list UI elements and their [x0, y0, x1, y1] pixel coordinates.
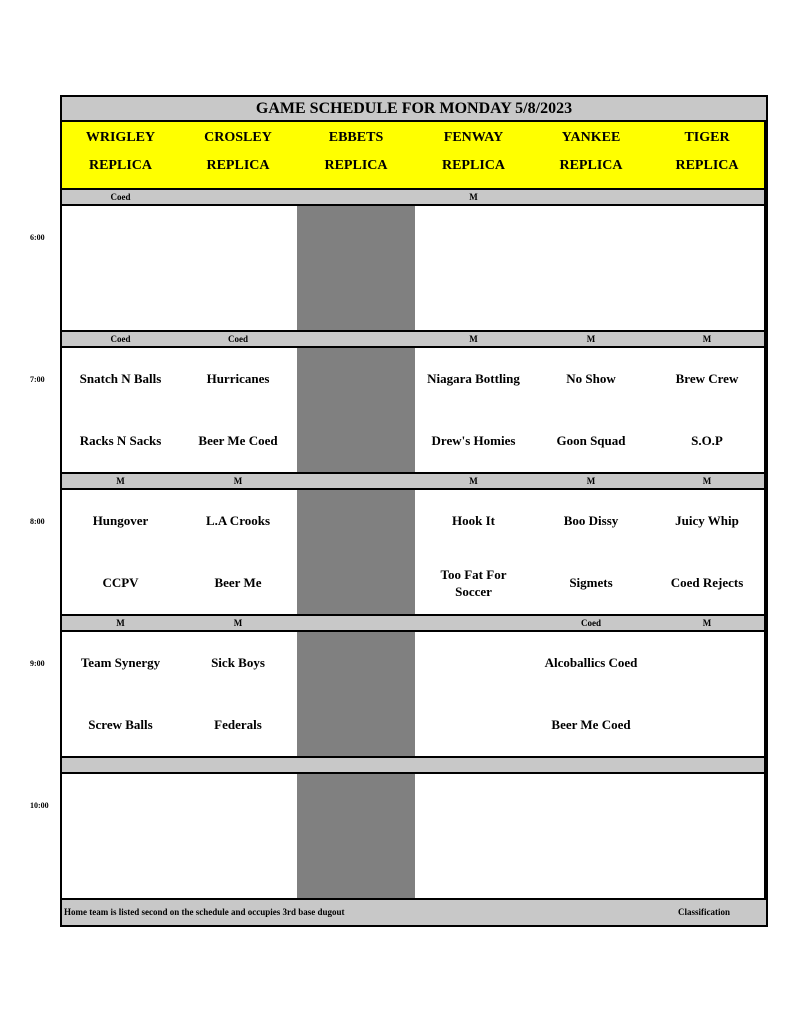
game-cell — [532, 774, 652, 900]
home-team: Beer Me Coed — [198, 433, 278, 448]
away-team: Boo Dissy — [563, 513, 619, 528]
home-team: Too Fat For Soccer — [440, 567, 507, 599]
game-cell — [62, 490, 181, 616]
field-name: FENWAY — [443, 130, 504, 145]
classification-cell: Coed — [179, 332, 299, 348]
home-team: Racks N Sacks — [79, 433, 162, 448]
field-name: CROSLEY — [204, 130, 272, 145]
game-cell — [179, 774, 299, 900]
classification-cell: Coed — [62, 190, 181, 206]
footer-bar — [62, 900, 766, 925]
away-team: Brew Crew — [675, 371, 739, 386]
game-cell — [532, 632, 652, 758]
game-cell — [532, 348, 652, 474]
classification-cell: M — [179, 616, 299, 632]
game-cell — [532, 206, 652, 332]
classification-cell: M — [650, 332, 766, 348]
classification-cell — [297, 474, 417, 490]
classification-cell — [297, 616, 417, 632]
game-cell — [297, 632, 417, 758]
home-team: Coed Rejects — [670, 575, 744, 590]
classification-cell: M — [650, 616, 766, 632]
away-team: Niagara Bottling — [427, 371, 520, 386]
classification-cell — [532, 190, 652, 206]
away-team: Hungover — [92, 513, 149, 528]
classification-cell — [297, 332, 417, 348]
game-cell — [297, 774, 417, 900]
game-cell — [650, 632, 766, 758]
schedule-title: GAME SCHEDULE FOR MONDAY 5/8/2023 — [62, 97, 766, 122]
field-subtitle: REPLICA — [441, 158, 505, 173]
classification-label: Classification — [678, 907, 731, 917]
game-cell — [297, 348, 417, 474]
game-cell — [179, 206, 299, 332]
field-subtitle: REPLICA — [559, 158, 623, 173]
game-cell — [297, 490, 417, 616]
away-team: Hurricanes — [206, 371, 270, 386]
time-label: 8:00 — [30, 517, 45, 526]
game-cell — [415, 632, 534, 758]
game-cell — [650, 206, 766, 332]
away-team: Snatch N Balls — [79, 371, 162, 386]
classification-cell — [650, 758, 766, 774]
footer-note: Home team is listed second on the schedule and occupies 3rd base dugout — [64, 907, 345, 917]
classification-cell — [650, 190, 766, 206]
classification-cell — [415, 616, 534, 632]
classification-cell: M — [415, 190, 534, 206]
game-cell — [532, 490, 652, 616]
away-team: Alcoballics Coed — [544, 655, 638, 670]
home-team: Beer Me — [214, 575, 262, 590]
classification-cell — [62, 758, 181, 774]
away-team: Team Synergy — [80, 655, 161, 670]
field-subtitle: REPLICA — [675, 158, 739, 173]
field-name: YANKEE — [561, 130, 621, 145]
time-label: 9:00 — [30, 659, 45, 668]
field-header-tiger — [650, 122, 766, 190]
field-subtitle: REPLICA — [206, 158, 270, 173]
schedule-sheet — [60, 95, 768, 927]
game-cell — [62, 206, 181, 332]
field-name: TIGER — [684, 130, 730, 145]
home-team: Screw Balls — [88, 717, 153, 732]
field-name: WRIGLEY — [85, 130, 156, 145]
game-cell — [650, 490, 766, 616]
home-team: Sigmets — [569, 575, 613, 590]
field-header-wrigley — [62, 122, 181, 190]
game-cell — [62, 774, 181, 900]
home-team: Goon Squad — [556, 433, 626, 448]
field-header-ebbets — [297, 122, 417, 190]
game-cell — [415, 774, 534, 900]
classification-cell: Coed — [62, 332, 181, 348]
home-team: Federals — [214, 717, 262, 732]
classification-cell — [179, 190, 299, 206]
home-team: Drew's Homies — [431, 433, 516, 448]
classification-cell: M — [62, 474, 181, 490]
classification-cell — [297, 758, 417, 774]
classification-cell — [415, 758, 534, 774]
away-team: Hook It — [452, 513, 495, 528]
away-team: Sick Boys — [211, 655, 265, 670]
classification-cell: Coed — [532, 616, 652, 632]
classification-cell — [179, 758, 299, 774]
classification-cell: M — [179, 474, 299, 490]
game-cell — [650, 348, 766, 474]
classification-cell: M — [532, 332, 652, 348]
game-cell — [415, 348, 534, 474]
home-team: Beer Me Coed — [551, 717, 631, 732]
game-cell — [415, 490, 534, 616]
classification-cell: M — [532, 474, 652, 490]
game-cell — [62, 632, 181, 758]
time-label: 6:00 — [30, 233, 45, 242]
time-label: 10:00 — [30, 801, 49, 810]
classification-cell: M — [415, 332, 534, 348]
field-name: EBBETS — [328, 130, 384, 145]
field-header-yankee — [532, 122, 652, 190]
classification-cell: M — [415, 474, 534, 490]
field-subtitle: REPLICA — [88, 158, 152, 173]
time-label: 7:00 — [30, 375, 45, 384]
game-cell — [179, 632, 299, 758]
game-cell — [179, 490, 299, 616]
game-cell — [62, 348, 181, 474]
away-team: Juicy Whip — [675, 513, 739, 528]
away-team: No Show — [566, 371, 616, 386]
classification-cell — [297, 190, 417, 206]
game-cell — [297, 206, 417, 332]
game-cell — [650, 774, 766, 900]
home-team: CCPV — [102, 575, 139, 590]
classification-cell: M — [62, 616, 181, 632]
classification-cell: M — [650, 474, 766, 490]
field-header-crosley — [179, 122, 299, 190]
field-header-fenway — [415, 122, 534, 190]
game-cell — [415, 206, 534, 332]
game-cell — [179, 348, 299, 474]
classification-cell — [532, 758, 652, 774]
home-team: S.O.P — [691, 433, 723, 448]
field-subtitle: REPLICA — [324, 158, 388, 173]
away-team: L.A Crooks — [205, 513, 271, 528]
